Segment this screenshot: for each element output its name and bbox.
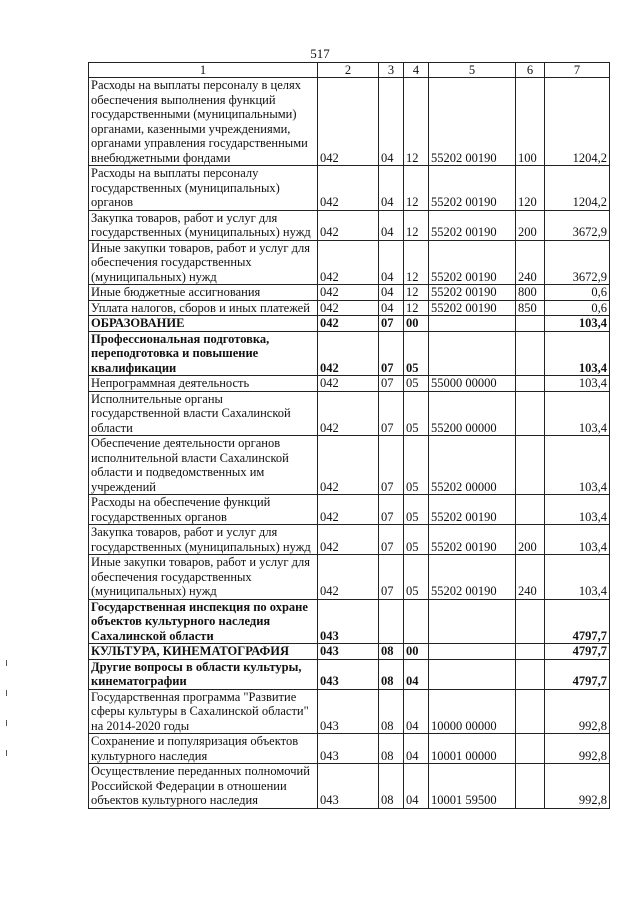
row-csr-cell: 55202 00000 — [429, 436, 516, 495]
row-rz-cell: 07 — [379, 436, 404, 495]
row-pr-cell: 12 — [404, 240, 429, 285]
row-sum-cell: 4797,7 — [545, 644, 610, 660]
row-ved-cell: 042 — [318, 436, 379, 495]
row-pr-cell: 12 — [404, 300, 429, 316]
row-rz-cell: 07 — [379, 316, 404, 332]
row-rz-cell: 08 — [379, 659, 404, 689]
header-col-6: 6 — [516, 63, 545, 78]
row-csr-cell — [429, 644, 516, 660]
row-csr-cell — [429, 316, 516, 332]
row-name-cell: Осуществление переданных полномочий Российской Федерации в отношении объектов культурного наследия — [89, 764, 318, 809]
row-sum-cell: 0,6 — [545, 285, 610, 301]
row-name-cell: Иные закупки товаров, работ и услуг для обеспечения государственных (муниципальных) нужд — [89, 555, 318, 600]
row-csr-cell: 55200 00000 — [429, 391, 516, 436]
margin-marks — [4, 660, 14, 810]
row-vr-cell — [516, 764, 545, 809]
row-ved-cell: 042 — [318, 525, 379, 555]
header-row — [89, 63, 610, 78]
table-row — [89, 599, 610, 644]
row-sum-cell: 992,8 — [545, 734, 610, 764]
row-sum-cell: 992,8 — [545, 689, 610, 734]
row-csr-cell: 10000 00000 — [429, 689, 516, 734]
row-pr-cell: 12 — [404, 166, 429, 211]
row-vr-cell: 240 — [516, 555, 545, 600]
table-row — [89, 734, 610, 764]
row-vr-cell: 200 — [516, 210, 545, 240]
row-ved-cell: 042 — [318, 166, 379, 211]
row-rz-cell: 07 — [379, 391, 404, 436]
row-ved-cell: 042 — [318, 391, 379, 436]
row-csr-cell: 10001 00000 — [429, 734, 516, 764]
row-sum-cell: 103,4 — [545, 555, 610, 600]
row-csr-cell: 10001 59500 — [429, 764, 516, 809]
row-sum-cell: 992,8 — [545, 764, 610, 809]
row-pr-cell — [404, 599, 429, 644]
row-rz-cell: 04 — [379, 285, 404, 301]
row-ved-cell: 042 — [318, 78, 379, 166]
row-vr-cell — [516, 376, 545, 392]
row-name-cell: Государственная инспекция по охране объектов культурного наследия Сахалинской области — [89, 599, 318, 644]
table-row — [89, 495, 610, 525]
row-name-cell: КУЛЬТУРА, КИНЕМАТОГРАФИЯ — [89, 644, 318, 660]
row-sum-cell: 3672,9 — [545, 240, 610, 285]
row-rz-cell: 08 — [379, 689, 404, 734]
row-pr-cell: 00 — [404, 316, 429, 332]
row-name-cell: Уплата налогов, сборов и иных платежей — [89, 300, 318, 316]
row-rz-cell: 07 — [379, 525, 404, 555]
header-col-7: 7 — [545, 63, 610, 78]
row-csr-cell: 55202 00190 — [429, 210, 516, 240]
row-sum-cell: 4797,7 — [545, 659, 610, 689]
row-rz-cell — [379, 599, 404, 644]
row-name-cell: Иные закупки товаров, работ и услуг для обеспечения государственных (муниципальных) нужд — [89, 240, 318, 285]
row-vr-cell: 100 — [516, 78, 545, 166]
row-rz-cell: 07 — [379, 495, 404, 525]
row-ved-cell: 043 — [318, 734, 379, 764]
row-ved-cell: 042 — [318, 495, 379, 525]
table-row — [89, 285, 610, 301]
row-rz-cell: 08 — [379, 764, 404, 809]
row-name-cell: Государственная программа "Развитие сферы культуры в Сахалинской области" на 2014-2020 годы — [89, 689, 318, 734]
table-row — [89, 689, 610, 734]
row-vr-cell: 240 — [516, 240, 545, 285]
row-pr-cell: 12 — [404, 78, 429, 166]
row-pr-cell: 05 — [404, 391, 429, 436]
row-vr-cell — [516, 644, 545, 660]
row-rz-cell: 04 — [379, 240, 404, 285]
row-csr-cell: 55202 00190 — [429, 495, 516, 525]
row-rz-cell: 08 — [379, 644, 404, 660]
row-vr-cell — [516, 316, 545, 332]
header-col-1: 1 — [89, 63, 318, 78]
row-rz-cell: 07 — [379, 376, 404, 392]
row-vr-cell: 800 — [516, 285, 545, 301]
row-name-cell: Обеспечение деятельности органов исполнительной власти Сахалинской области и подведомственных им учреждений — [89, 436, 318, 495]
row-ved-cell: 043 — [318, 659, 379, 689]
table-row — [89, 644, 610, 660]
row-ved-cell: 043 — [318, 599, 379, 644]
row-vr-cell — [516, 495, 545, 525]
table-row — [89, 331, 610, 376]
header-col-4: 4 — [404, 63, 429, 78]
table-row — [89, 659, 610, 689]
row-name-cell: Закупка товаров, работ и услуг для государственных (муниципальных) нужд — [89, 210, 318, 240]
row-rz-cell: 04 — [379, 300, 404, 316]
header-col-5: 5 — [429, 63, 516, 78]
row-pr-cell: 05 — [404, 331, 429, 376]
row-rz-cell: 04 — [379, 78, 404, 166]
row-vr-cell — [516, 391, 545, 436]
row-name-cell: Закупка товаров, работ и услуг для государственных (муниципальных) нужд — [89, 525, 318, 555]
row-sum-cell: 103,4 — [545, 331, 610, 376]
row-pr-cell: 05 — [404, 436, 429, 495]
row-vr-cell — [516, 689, 545, 734]
row-vr-cell — [516, 436, 545, 495]
row-vr-cell: 850 — [516, 300, 545, 316]
row-ved-cell: 043 — [318, 689, 379, 734]
row-pr-cell: 04 — [404, 764, 429, 809]
table-row — [89, 764, 610, 809]
row-csr-cell: 55202 00190 — [429, 78, 516, 166]
table-body — [89, 78, 610, 809]
row-ved-cell: 043 — [318, 764, 379, 809]
row-ved-cell: 042 — [318, 316, 379, 332]
row-csr-cell: 55202 00190 — [429, 525, 516, 555]
row-pr-cell: 04 — [404, 659, 429, 689]
row-sum-cell: 3672,9 — [545, 210, 610, 240]
row-rz-cell: 08 — [379, 734, 404, 764]
row-pr-cell: 12 — [404, 210, 429, 240]
table-row — [89, 391, 610, 436]
row-name-cell: Непрограммная деятельность — [89, 376, 318, 392]
row-pr-cell: 05 — [404, 376, 429, 392]
row-sum-cell: 103,4 — [545, 316, 610, 332]
row-ved-cell: 042 — [318, 210, 379, 240]
row-sum-cell: 103,4 — [545, 495, 610, 525]
row-name-cell: Профессиональная подготовка, переподготовка и повышение квалификации — [89, 331, 318, 376]
table-row — [89, 166, 610, 211]
page-number: 517 — [310, 46, 330, 61]
table-row — [89, 376, 610, 392]
row-vr-cell — [516, 599, 545, 644]
row-sum-cell: 1204,2 — [545, 78, 610, 166]
row-vr-cell — [516, 734, 545, 764]
row-csr-cell: 55000 00000 — [429, 376, 516, 392]
row-name-cell: Сохранение и популяризация объектов культурного наследия — [89, 734, 318, 764]
row-csr-cell — [429, 599, 516, 644]
table-row — [89, 78, 610, 166]
row-rz-cell: 07 — [379, 555, 404, 600]
table-row — [89, 525, 610, 555]
row-csr-cell: 55202 00190 — [429, 555, 516, 600]
row-name-cell: Иные бюджетные ассигнования — [89, 285, 318, 301]
row-ved-cell: 042 — [318, 240, 379, 285]
row-csr-cell: 55202 00190 — [429, 240, 516, 285]
row-rz-cell: 07 — [379, 331, 404, 376]
row-pr-cell: 04 — [404, 734, 429, 764]
row-pr-cell: 05 — [404, 555, 429, 600]
row-pr-cell: 04 — [404, 689, 429, 734]
row-pr-cell: 05 — [404, 525, 429, 555]
row-rz-cell: 04 — [379, 210, 404, 240]
table-row — [89, 210, 610, 240]
row-csr-cell — [429, 331, 516, 376]
table-row — [89, 555, 610, 600]
row-name-cell: Расходы на выплаты персоналу в целях обеспечения выполнения функций государственными (муниципальными) органами, казенными учреждениями, органами управления государственными внебюджетными фондами — [89, 78, 318, 166]
header-col-3: 3 — [379, 63, 404, 78]
row-sum-cell: 103,4 — [545, 436, 610, 495]
header-col-2: 2 — [318, 63, 379, 78]
row-name-cell: Исполнительные органы государственной власти Сахалинской области — [89, 391, 318, 436]
row-name-cell: Другие вопросы в области культуры, кинематографии — [89, 659, 318, 689]
row-sum-cell: 103,4 — [545, 391, 610, 436]
row-ved-cell: 042 — [318, 376, 379, 392]
row-csr-cell: 55202 00190 — [429, 285, 516, 301]
row-vr-cell: 120 — [516, 166, 545, 211]
row-vr-cell: 200 — [516, 525, 545, 555]
row-vr-cell — [516, 659, 545, 689]
row-pr-cell: 00 — [404, 644, 429, 660]
budget-table — [88, 62, 610, 809]
row-sum-cell: 103,4 — [545, 376, 610, 392]
row-pr-cell: 12 — [404, 285, 429, 301]
row-ved-cell: 042 — [318, 331, 379, 376]
row-vr-cell — [516, 331, 545, 376]
table-row — [89, 316, 610, 332]
table-header — [89, 63, 610, 78]
row-csr-cell — [429, 659, 516, 689]
row-sum-cell: 0,6 — [545, 300, 610, 316]
row-name-cell: Расходы на выплаты персоналу государственных (муниципальных) органов — [89, 166, 318, 211]
row-rz-cell: 04 — [379, 166, 404, 211]
table-row — [89, 300, 610, 316]
row-ved-cell: 042 — [318, 555, 379, 600]
row-pr-cell: 05 — [404, 495, 429, 525]
row-name-cell: Расходы на обеспечение функций государственных органов — [89, 495, 318, 525]
table-row — [89, 240, 610, 285]
row-sum-cell: 4797,7 — [545, 599, 610, 644]
row-sum-cell: 1204,2 — [545, 166, 610, 211]
row-csr-cell: 55202 00190 — [429, 166, 516, 211]
row-ved-cell: 042 — [318, 300, 379, 316]
row-sum-cell: 103,4 — [545, 525, 610, 555]
row-ved-cell: 042 — [318, 285, 379, 301]
row-csr-cell: 55202 00190 — [429, 300, 516, 316]
row-ved-cell: 043 — [318, 644, 379, 660]
row-name-cell: ОБРАЗОВАНИЕ — [89, 316, 318, 332]
table-row — [89, 436, 610, 495]
